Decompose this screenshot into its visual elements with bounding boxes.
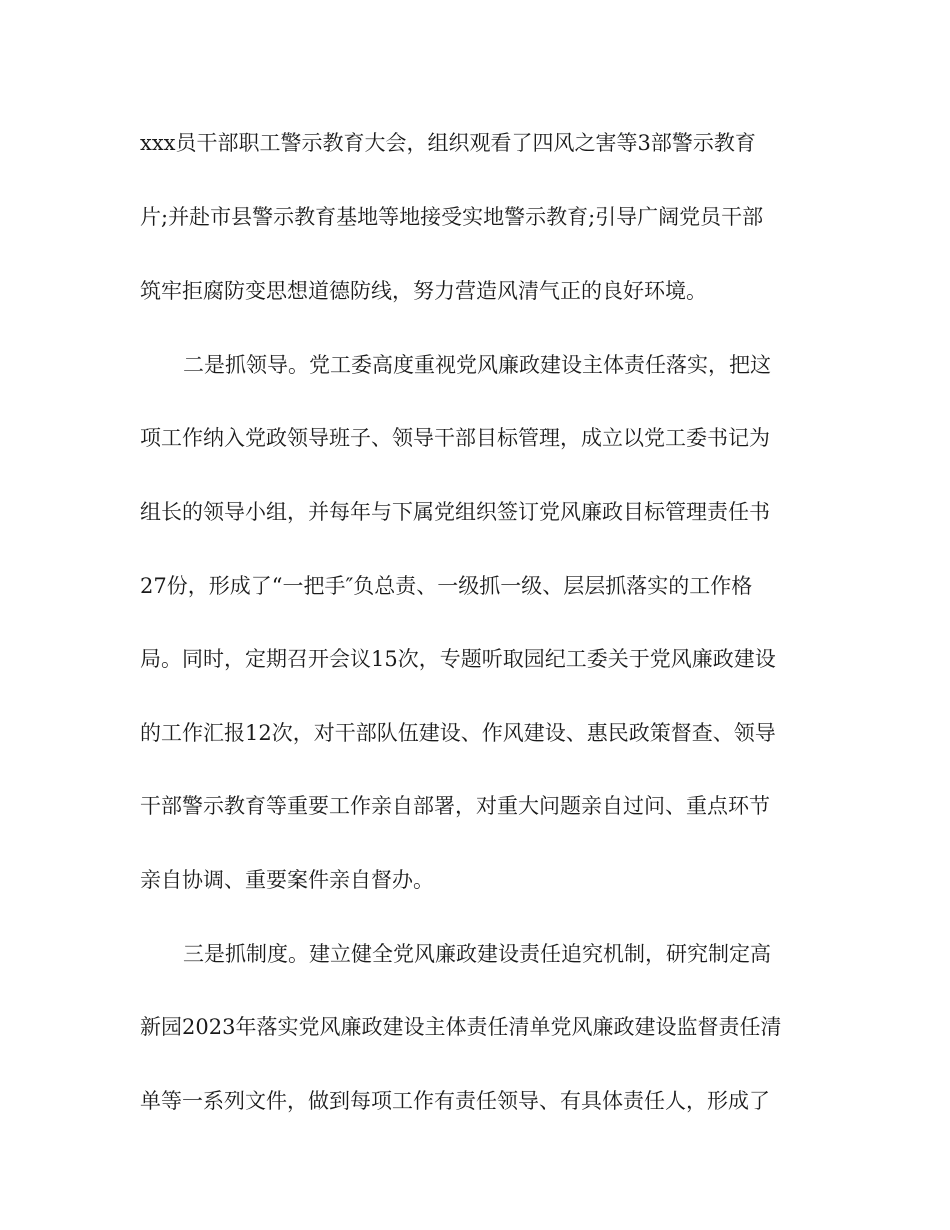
text-line: 片;并赴市县警示教育基地等地接受实地警示教育;引导广阔党员干部 — [140, 205, 764, 229]
text-line: 筑牢拒腐防变思想道德防线，努力营造风清气正的良好环境。 — [140, 279, 707, 303]
text-line: 27份，形成了“一把手″负总责、一级抓一级、层层抓落实的工作格 — [140, 574, 753, 598]
text-line: 项工作纳入党政领导班子、领导干部目标管理，成立以党工委书记为 — [140, 426, 770, 450]
text-line: xxx员干部职工警示教育大会，组织观看了四风之害等3部警示教育 — [140, 131, 756, 155]
paragraph-start-line: 二是抓领导。党工委高度重视党风廉政建设主体责任落实，把这 — [183, 353, 771, 377]
text-line: 局。同时，定期召开会议15次，专题听取园纪工委关于党风廉政建设 — [140, 647, 776, 671]
text-line: 单等一系列文件，做到每项工作有责任领导、有具体责任人，形成了 — [140, 1089, 770, 1113]
text-line: 的工作汇报12次，对干部队伍建设、作风建设、惠民政策督查、领导 — [140, 721, 776, 745]
text-line: 组长的领导小组，并每年与下属党组织签订党风廉政目标管理责任书 — [140, 500, 770, 524]
text-line: 亲自协调、重要案件亲自督办。 — [140, 868, 434, 892]
text-line: 新园2023年落实党风廉政建设主体责任清单党风廉政建设监督责任清 — [140, 1015, 782, 1039]
paragraph-start-line: 三是抓制度。建立健全党风廉政建设责任追究机制，研究制定高 — [183, 942, 771, 966]
text-line: 干部警示教育等重要工作亲自部署，对重大问题亲自过问、重点环节 — [140, 794, 770, 818]
